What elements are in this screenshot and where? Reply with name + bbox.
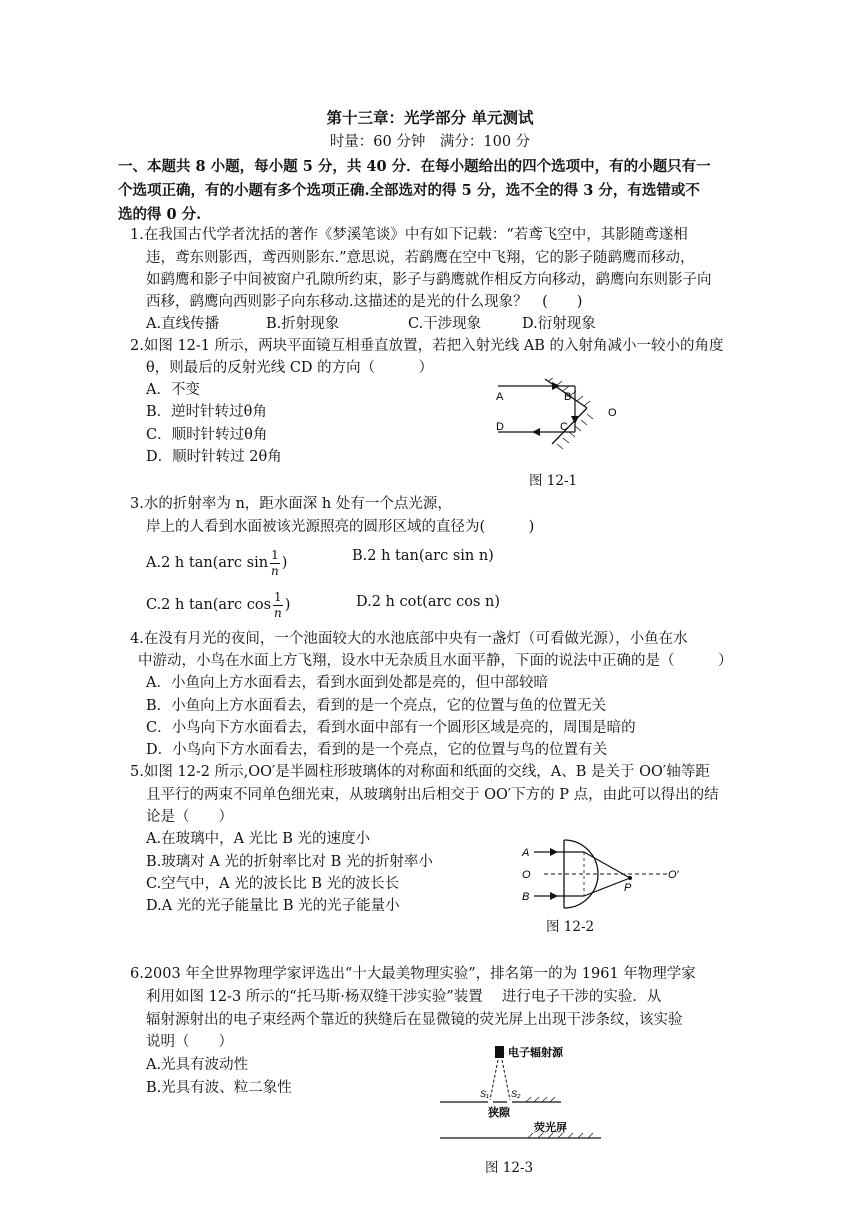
q4-option-c: C．小鸟向下方水面看去，看到水面中部有一个圆形区域是亮的，周围是暗的 xyxy=(146,720,636,736)
fraction-1-over-n xyxy=(270,548,280,579)
section-header-line: 选的得 0 分. xyxy=(118,206,202,223)
q2-option-b: B．逆时针转过θ角 xyxy=(146,404,267,420)
q3-option-c-text: C.2 h tan(arc cos xyxy=(146,597,272,613)
q4-option-a: A．小鱼向上方水面看去，看到水面到处都是亮的，但中部较暗 xyxy=(146,675,548,691)
question-2-text: 2.如图 12-1 所示，两块平面镜互相垂直放置，若把入射光线 AB 的入射角减小一较小的角度 xyxy=(130,338,724,354)
fraction-1-over-n xyxy=(273,590,283,621)
q3-option-c xyxy=(146,588,290,622)
question-6-text: 6.2003 年全世界物理学家评选出“十大最美物理实验”，排名第一的为 1961 年物理学家 xyxy=(130,966,696,982)
fig3-label-source: 电子辐射源 xyxy=(508,1047,563,1059)
q3-option-b: B.2 h tan(arc sin n) xyxy=(352,548,494,564)
question-5-text: 5.如图 12-2 所示,OO′是半圆柱形玻璃体的对称面和纸面的交线，A、B 是关于 OO′轴等距 xyxy=(130,764,710,780)
q2-option-a: A．不变 xyxy=(146,382,200,398)
question-6-text: 利用如图 12-3 所示的“托马斯·杨双缝干涉实验”装置 进行电子干涉的实验．从 xyxy=(146,989,662,1005)
q2-option-d: D．顺时针转过 2θ角 xyxy=(146,449,282,465)
q3-option-a xyxy=(146,546,287,580)
fig3-label-screen: 荧光屏 xyxy=(534,1122,567,1134)
question-5-text: 论是（ ） xyxy=(146,809,233,825)
page-title: 第十三章：光学部分 单元测试 xyxy=(326,108,534,127)
fig2-label-o: O xyxy=(522,869,531,881)
q3-option-d: D.2 h cot(arc cos n) xyxy=(356,594,501,610)
q3-option-a-close: ) xyxy=(281,555,288,571)
fig3-label-slit: 狭隙 xyxy=(488,1107,510,1119)
fraction-denominator: n xyxy=(274,605,282,620)
question-6-text: 辐射源射出的电子束经两个靠近的狭缝后在显微镜的荧光屏上出现干涉条纹，该实验 xyxy=(146,1012,683,1028)
question-3-text: 岸上的人看到水面被该光源照亮的圆形区域的直径为( ) xyxy=(146,519,535,535)
figure-12-1 xyxy=(490,378,625,458)
fraction-numerator: 1 xyxy=(274,589,282,604)
q6-option-a: A.光具有波动性 xyxy=(146,1057,249,1073)
q5-option-b: B.玻璃对 A 光的折射率比对 B 光的折射率小 xyxy=(146,854,433,870)
fig1-label-b: B xyxy=(564,391,572,403)
q2-option-c: C．顺时针转过θ角 xyxy=(146,427,268,443)
fig3-label-s1: S₁ xyxy=(480,1089,489,1099)
fig3-label-s2: S₂ xyxy=(511,1089,521,1099)
question-5-text: 且平行的两束不同单色细光束，从玻璃射出后相交于 OO′下方的 P 点，由此可以得出的结 xyxy=(146,787,719,803)
q1-option-a: A.直线传播 xyxy=(146,316,220,332)
fig1-label-d: D xyxy=(496,421,504,433)
fig2-label-b: B xyxy=(522,891,530,903)
q1-option-c: C.干涉现象 xyxy=(408,316,482,332)
fig2-label-p: P xyxy=(624,882,632,894)
q5-option-a: A.在玻璃中，A 光比 B 光的速度小 xyxy=(146,831,371,847)
q4-option-d: D．小鸟向下方水面看去，看到的是一个亮点，它的位置与鸟的位置有关 xyxy=(146,742,608,758)
q4-option-b: B．小鱼向上方水面看去，看到的是一个亮点，它的位置与鱼的位置无关 xyxy=(146,698,607,714)
q5-option-c: C.空气中，A 光的波长比 B 光的波长长 xyxy=(146,876,400,892)
section-header-line: 一、本题共 8 小题，每小题 5 分，共 40 分．在每小题给出的四个选项中，有的小题只有一 xyxy=(118,158,711,175)
question-2-text: θ，则最后的反射光线 CD 的方向（ ） xyxy=(146,360,434,376)
question-4-text: 4.在没有月光的夜间，一个池面较大的水池底部中央有一盏灯（可看做光源），小鱼在水 xyxy=(130,631,688,647)
section-header-line: 个选项正确，有的小题有多个选项正确.全部选对的得 5 分，选不全的得 3 分，有选错或不 xyxy=(118,182,700,199)
fig1-label-o: O xyxy=(608,407,617,419)
figure-12-3-caption: 图 12-3 xyxy=(485,1160,534,1176)
q6-option-b: B.光具有波、粒二象性 xyxy=(146,1080,292,1096)
figure-12-2-caption: 图 12-2 xyxy=(546,919,595,935)
q3-option-c-close: ) xyxy=(284,597,291,613)
q1-option-b: B.折射现象 xyxy=(266,316,340,332)
fig1-label-c: C xyxy=(560,421,568,433)
q5-option-d: D.A 光的光子能量比 B 光的光子能量小 xyxy=(146,898,400,914)
question-1-text: 1.在我国古代学者沈括的著作《梦溪笔谈》中有如下记载：“若鸢飞空中，其影随鸢遂相 xyxy=(130,227,688,243)
question-1-text: 西移，鹞鹰向西则影子向东移动.这描述的是光的什么现象？ ( ) xyxy=(146,294,583,310)
q3-option-a-text: A.2 h tan(arc sin xyxy=(146,555,269,571)
fraction-numerator: 1 xyxy=(271,547,279,562)
fig1-label-a: A xyxy=(496,391,504,403)
question-1-text: 如鹞鹰和影子中间被窗户孔隙所约束，影子与鹞鹰就作相反方向移动，鹞鹰向东则影子向 xyxy=(146,272,712,288)
question-4-text: 中游动，小鸟在水面上方飞翔，设水中无杂质且水面平静，下面的说法中正确的是（ ） xyxy=(138,653,733,669)
fig2-label-a: A xyxy=(522,847,530,859)
q1-option-d: D.衍射现象 xyxy=(522,316,596,332)
figure-12-3 xyxy=(436,1044,606,1144)
fig2-label-o-prime: O′ xyxy=(668,869,679,881)
question-6-text: 说明（ ） xyxy=(146,1034,233,1050)
question-1-text: 违，鸢东则影西，鸢西则影东.”意思说，若鹞鹰在空中飞翔，它的影子随鹞鹰而移动， xyxy=(146,250,695,266)
question-3-text: 3.水的折射率为 n，距水面深 h 处有一个点光源， xyxy=(130,496,452,512)
fraction-denominator: n xyxy=(271,563,279,578)
page-subtitle: 时量：60 分钟 满分：100 分 xyxy=(329,134,531,150)
figure-12-2 xyxy=(520,838,690,910)
figure-12-1-caption: 图 12-1 xyxy=(529,473,578,489)
